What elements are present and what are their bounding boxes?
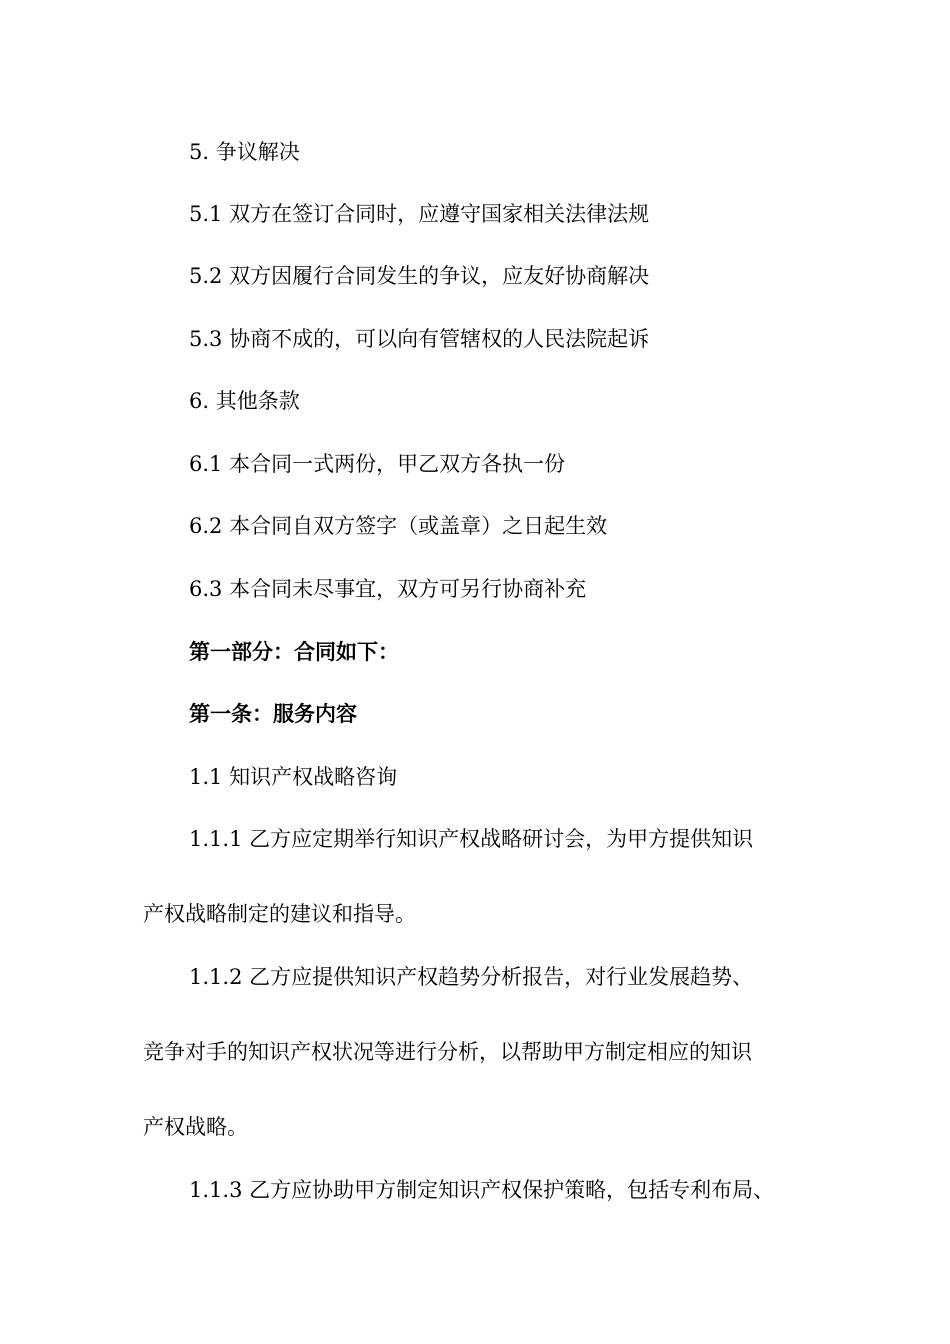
clause-1-1-2-continued: 竞争对手的知识产权状况等进行分析，以帮助甲方制定相应的知识 <box>143 1040 752 1064</box>
clause-6-2: 6.2 本合同自双方签字（或盖章）之日起生效 <box>189 514 608 538</box>
clause-1-1-2-end: 产权战略。 <box>143 1115 248 1139</box>
clause-1-1-1: 1.1.1 乙方应定期举行知识产权战略研讨会，为甲方提供知识 <box>189 827 754 851</box>
section-heading-other-terms: 6. 其他条款 <box>189 389 300 413</box>
clause-6-3: 6.3 本合同未尽事宜，双方可另行协商补充 <box>189 577 587 601</box>
clause-1-1-1-continued: 产权战略制定的建议和指导。 <box>143 902 416 926</box>
part-one-heading: 第一部分：合同如下： <box>189 640 399 664</box>
article-one-heading: 第一条：服务内容 <box>189 702 357 726</box>
clause-1-1: 1.1 知识产权战略咨询 <box>189 765 398 789</box>
section-heading-dispute-resolution: 5. 争议解决 <box>189 140 300 164</box>
clause-5-2: 5.2 双方因履行合同发生的争议，应友好协商解决 <box>189 264 650 288</box>
clause-5-3: 5.3 协商不成的，可以向有管辖权的人民法院起诉 <box>189 327 650 351</box>
clause-1-1-3: 1.1.3 乙方应协助甲方制定知识产权保护策略，包括专利布局、 <box>189 1178 775 1202</box>
clause-5-1: 5.1 双方在签订合同时，应遵守国家相关法律法规 <box>189 202 650 226</box>
clause-1-1-2: 1.1.2 乙方应提供知识产权趋势分析报告，对行业发展趋势、 <box>189 965 754 989</box>
clause-6-1: 6.1 本合同一式两份，甲乙双方各执一份 <box>189 452 566 476</box>
